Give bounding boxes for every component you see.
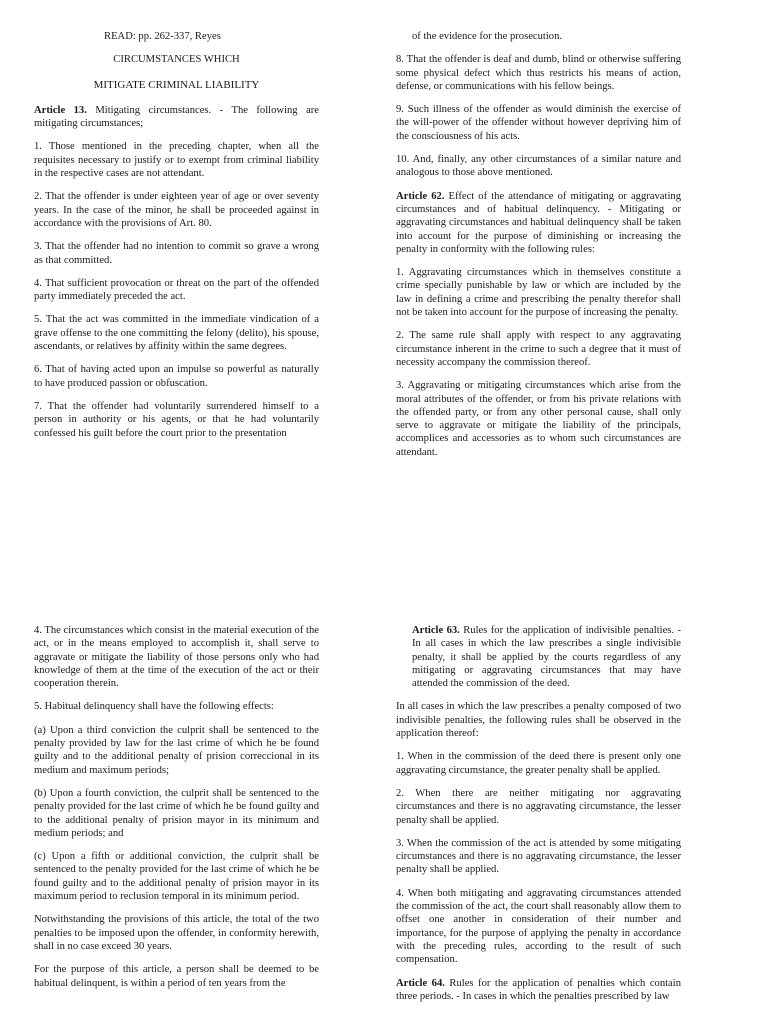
paragraph: 2. When there are neither mitigating nor aggravating circumstances and there is no aggravating circumstance, the lesser penalty shall be applied.	[396, 787, 681, 826]
paragraph: 4. When both mitigating and aggravating circumstances attended the commission of the act, the court shall reasonably allow them to offset one another in consideration of their number and importance, for the purpose of applying the penalty in accordance with the preceding rules, according to the result of such compensation.	[396, 887, 681, 966]
paragraph: 7. That the offender had voluntarily surrendered himself to a person in authority or his agents, or that he had voluntarily confessed his guilt before the court prior to the presentation	[34, 400, 319, 439]
paragraph: 1. When in the commission of the deed there is present only one aggravating circumstance, the greater penalty shall be applied.	[396, 751, 681, 776]
article-13-text: Mitigating circumstances. - The following are mitigating circumstances;	[34, 104, 319, 130]
paragraph: For the purpose of this article, a person shall be deemed to be habitual delinquent, is within a period of ten years from the	[34, 964, 319, 989]
paragraph: 3. Aggravating or mitigating circumstances which arise from the moral attributes of the offender, or from his private relations with the offended party, or from any other personal cause, shall only serve to aggravate or mitigate the liability of the principals, accomplices and accessories as to whom such circumstances are attendant.	[396, 380, 681, 458]
paragraph: 9. Such illness of the offender as would diminish the exercise of the will-power of the offender without however depriving him of the consciousness of his acts.	[396, 104, 681, 142]
article-13-label: Article 13.	[34, 104, 87, 116]
reading-assignment: READ: pp. 262-337, Reyes	[104, 31, 221, 42]
paragraph: 2. That the offender is under eighteen year of age or over seventy years. In the case of the minor, he shall be proceeded against in accordance with the provisions of Art. 80.	[34, 191, 319, 229]
paragraph: (c) Upon a fifth or additional conviction, the culprit shall be sentenced to the penalty provided for the last crime of which he be found guilty and to the additional penalty of prision mayor in its maximum period to reclusion temporal in its minimum period.	[34, 851, 319, 903]
paragraph: 1. Those mentioned in the preceding chapter, when all the requisites necessary to justify or to exempt from criminal liability in the respective cases are not attendant.	[34, 141, 319, 180]
article-62-text: Effect of the attendance of mitigating or aggravating circumstances and of habitual delinquency. - Mitigating or aggravating circumstances and habitual delinquency shall be taken into account for the purpose of diminishing or increasing the penalty in conformity with the following rules:	[396, 190, 681, 255]
paragraph: 4. That sufficient provocation or threat on the part of the offended party immediately preceded the act.	[34, 277, 319, 303]
paragraph: 5. That the act was committed in the immediate vindication of a grave offense to the one committing the felony (delito), his spouse, ascendants, or relatives by affinity within the same degrees.	[34, 314, 319, 353]
paragraph: 2. The same rule shall apply with respect to any aggravating circumstance inherent in the crime to such a degree that it must of necessity accompany the commission thereof.	[396, 330, 681, 368]
article-62-label: Article 62.	[396, 190, 445, 202]
article-62	[396, 190, 681, 256]
paragraph: 10. And, finally, any other circumstances of a similar nature and analogous to those above mentioned.	[396, 154, 681, 179]
paragraph: (b) Upon a fourth conviction, the culprit shall be sentenced to the penalty provided for the last crime of which he be found guilty and to the additional penalty of prision mayor in its minimum and medium periods; and	[34, 787, 319, 839]
article-63-label: Article 63.	[412, 625, 460, 636]
section-title-line1: CIRCUMSTANCES WHICH	[113, 54, 240, 66]
paragraph: (a) Upon a third conviction the culprit shall be sentenced to the penalty provided by law for the last crime of which he be found guilty and to the additional penalty of prision correccional in its medium and maximum periods;	[34, 724, 319, 776]
paragraph: 8. That the offender is deaf and dumb, blind or otherwise suffering some physical defect which thus restricts his means of action, defense, or communications with his fellow beings.	[396, 54, 681, 92]
article-64	[396, 977, 681, 1004]
paragraph: In all cases in which the law prescribes a penalty composed of two indivisible penalties, the following rules shall be observed in the application thereof:	[396, 701, 681, 740]
paragraph: Notwithstanding the provisions of this article, the total of the two penalties to be imposed upon the offender, in conformity herewith, shall in no case exceed 30 years.	[34, 914, 319, 952]
page2-left-column	[34, 624, 319, 1024]
page1-left-column	[34, 30, 319, 510]
paragraph: 4. The circumstances which consist in the material execution of the act, or in the means employed to accomplish it, shall serve to aggravate or mitigate the liability of those persons only who had knowledge of them at the time of the execution of the act or their cooperation therein.	[34, 625, 319, 690]
page2-right-column	[396, 624, 681, 1024]
paragraph: 1. Aggravating circumstances which in themselves constitute a crime specially punishable by law or which are included by the law in defining a crime and prescribing the penalty therefor shall not be taken into account for the purpose of increasing the penalty.	[396, 267, 681, 319]
section-title-line2: MITIGATE CRIMINAL LIABILITY	[93, 78, 260, 91]
article-63-text: Rules for the application of indivisible penalties. - In all cases in which the law prescribes a single indivisible penalty, it shall be applied by the courts regardless of any mitigating or aggravating circumstances that may have attended the commission of the deed.	[412, 625, 681, 690]
paragraph: 3. That the offender had no intention to commit so grave a wrong as that committed.	[34, 241, 319, 266]
article-63	[396, 624, 681, 690]
paragraph: 5. Habitual delinquency shall have the following effects:	[34, 701, 274, 713]
article-64-label: Article 64.	[396, 977, 445, 989]
paragraph: 6. That of having acted upon an impulse so powerful as naturally to have produced passion or obfuscation.	[34, 364, 319, 389]
paragraph-continuation: of the evidence for the prosecution.	[412, 31, 563, 42]
paragraph: 3. When the commission of the act is attended by some mitigating circumstances and there is no aggravating circumstance, the lesser penalty shall be applied.	[396, 837, 681, 876]
article-64-text: Rules for the application of penalties which contain three periods. - In cases in which the penalties prescribed by law	[396, 977, 681, 1002]
article-13	[34, 104, 319, 131]
page1-right-column	[396, 30, 681, 510]
